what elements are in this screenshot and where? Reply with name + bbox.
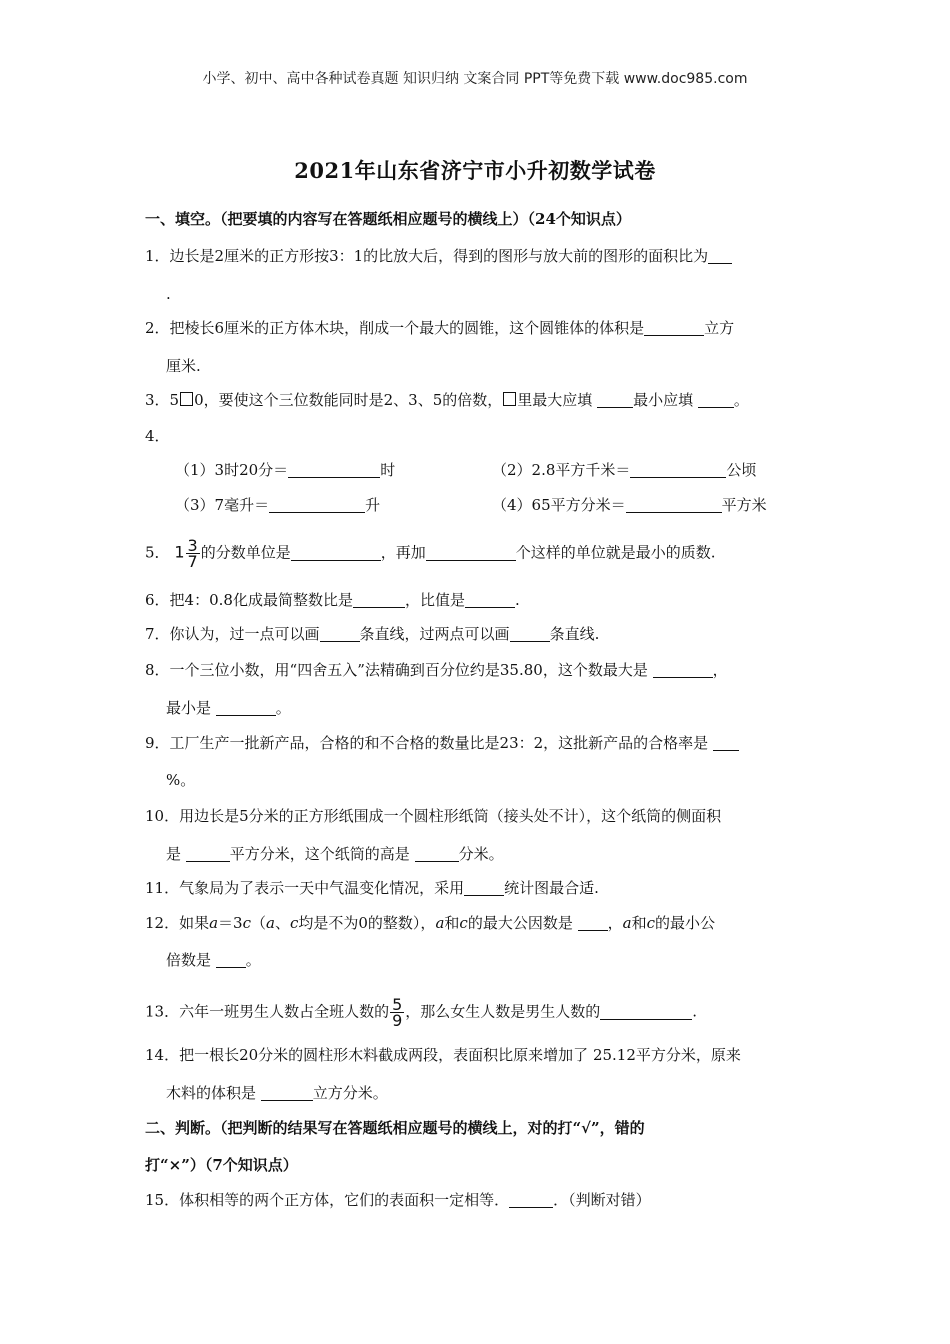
- question-6: 6．把4：0.8化成最简整数比是 ，比值是 .: [145, 591, 520, 609]
- answer-blank[interactable]: [353, 591, 405, 608]
- answer-blank[interactable]: [186, 845, 230, 862]
- question-3: 3．5 0，要使这个三位数能同时是2、3、5的倍数， 里最大应填 最小应填 。: [145, 391, 749, 409]
- question-15: 15．体积相等的两个正方体，它们的表面积一定相等． ．（判断对错）: [145, 1191, 651, 1209]
- answer-blank[interactable]: [600, 1003, 692, 1020]
- question-9-cont: %。: [166, 771, 196, 789]
- answer-blank[interactable]: [626, 496, 722, 513]
- question-1: 1．边长是2厘米的正方形按3：1的比放大后，得到的图形与放大前的图形的面积比为: [145, 246, 732, 266]
- question-7: 7．你认为，过一点可以画 条直线，过两点可以画 条直线.: [145, 625, 600, 643]
- question-9: 9．工厂生产一批新产品，合格的和不合格的数量比是23：2，这批新产品的合格率是: [145, 733, 739, 753]
- question-8: 8．一个三位小数，用“四舍五入”法精确到百分位约是35.80，这个数最大是 ，: [145, 661, 728, 679]
- question-12: 12．如果a＝3c（a、c均是不为0的整数），a和c的最大公因数是 ，a和c的最小公: [145, 914, 715, 932]
- answer-blank[interactable]: [708, 247, 732, 264]
- question-13: 13．六年一班男生人数占全班人数的 $\frac{5}{9}$ ，那么女生人数是男生人数的 .: [145, 995, 698, 1030]
- question-11: 11．气象局为了表示一天中气温变化情况，采用 统计图最合适.: [145, 879, 599, 897]
- question-4-part-3: （3）7毫升＝ 升: [175, 496, 381, 514]
- question-4-part-1: （1）3时20分＝ 时: [175, 461, 396, 479]
- question-10: 10．用边长是5分米的正方形纸围成一个圆柱形纸筒（接头处不计），这个纸筒的侧面积: [145, 807, 722, 825]
- answer-blank[interactable]: [291, 544, 381, 561]
- question-1-cont: .: [166, 285, 171, 303]
- answer-blank[interactable]: [578, 914, 608, 931]
- question-2-cont: 厘米.: [166, 357, 201, 375]
- digit-box-icon: [180, 392, 193, 406]
- question-4: 4．: [145, 427, 170, 445]
- answer-blank[interactable]: [320, 625, 360, 642]
- question-4-part-4: （4）65平方分米＝ 平方米: [492, 496, 767, 514]
- answer-blank[interactable]: [465, 591, 515, 608]
- answer-blank[interactable]: [644, 319, 704, 336]
- mixed-number-whole: 1: [174, 542, 185, 562]
- question-5: 5． 1 $\frac{3}{7}$ 的分数单位是 ，再加 个这样的单位就是最小的质数.: [145, 536, 716, 571]
- answer-blank[interactable]: [597, 391, 633, 408]
- answer-blank[interactable]: [510, 625, 550, 642]
- section-1-heading: 一、填空。（把要填的内容写在答题纸相应题号的横线上）（24个知识点）: [145, 210, 631, 228]
- answer-blank[interactable]: [713, 734, 739, 751]
- answer-blank[interactable]: [698, 391, 734, 408]
- answer-blank[interactable]: [415, 845, 459, 862]
- answer-blank[interactable]: [630, 461, 726, 478]
- question-2: 2．把棱长6厘米的正方体木块，削成一个最大的圆锥，这个圆锥体的体积是 立方: [145, 319, 735, 337]
- fraction: $\frac{5}{9}$: [392, 995, 403, 1030]
- question-12-cont: 倍数是 。: [166, 951, 261, 969]
- answer-blank[interactable]: [288, 461, 380, 478]
- question-4-part-2: （2）2.8平方千米＝ 公顷: [492, 461, 757, 479]
- question-10-cont: 是 平方分米，这个纸筒的高是 分米。: [166, 845, 504, 863]
- answer-blank[interactable]: [509, 1191, 553, 1208]
- answer-blank[interactable]: [261, 1084, 313, 1101]
- answer-blank[interactable]: [216, 951, 246, 968]
- answer-blank[interactable]: [464, 879, 504, 896]
- question-14-cont: 木料的体积是 立方分米。: [166, 1084, 388, 1102]
- mixed-number-fraction: $\frac{3}{7}$: [187, 536, 198, 571]
- question-14: 14．把一根长20分米的圆柱形木料截成两段，表面积比原来增加了 25.12平方分米，原来: [145, 1046, 741, 1064]
- exam-title: 2021年山东省济宁市小升初数学试卷: [294, 158, 656, 183]
- section-2-heading: 二、判断。（把判断的结果写在答题纸相应题号的横线上，对的打“√”，错的: [145, 1119, 645, 1137]
- answer-blank[interactable]: [216, 699, 276, 716]
- answer-blank[interactable]: [269, 496, 365, 513]
- digit-box-icon: [503, 392, 516, 406]
- section-2-heading-cont: 打“×”）（7个知识点）: [145, 1156, 298, 1174]
- page-header: 小学、初中、高中各种试卷真题 知识归纳 文案合同 PPT等免费下载 www.doc985.com: [202, 71, 748, 87]
- answer-blank[interactable]: [426, 544, 516, 561]
- question-8-cont: 最小是 。: [166, 699, 291, 717]
- answer-blank[interactable]: [653, 661, 713, 678]
